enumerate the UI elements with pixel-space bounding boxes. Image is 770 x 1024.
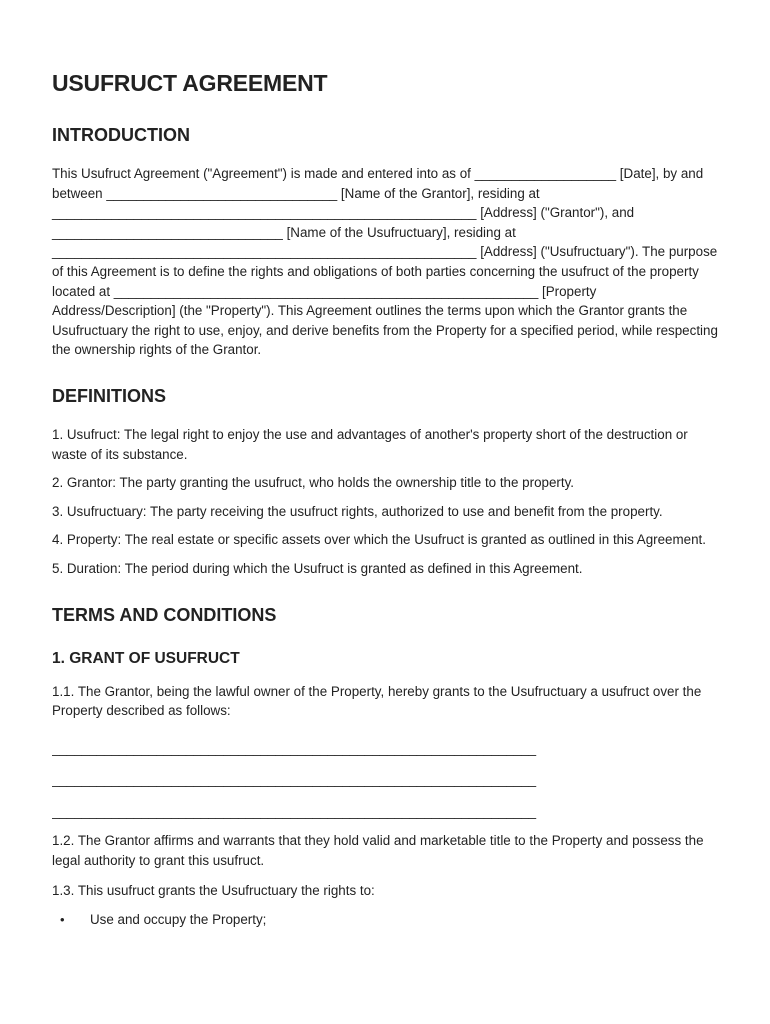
section-heading-terms: TERMS AND CONDITIONS bbox=[52, 604, 277, 625]
rights-list bbox=[52, 910, 718, 930]
clause-1-1: 1.1. The Grantor, being the lawful owner of the Property, hereby grants to the Usufructuary a usufruct over the Property described as follows: bbox=[52, 683, 702, 719]
definitions-list bbox=[52, 425, 718, 579]
right-text: Use and occupy the Property; bbox=[90, 912, 267, 928]
bullet-icon: • bbox=[60, 912, 65, 928]
definition-item: 2. Grantor: The party granting the usufruct, who holds the ownership title to the property. bbox=[52, 475, 575, 491]
definition-item: 5. Duration: The period during which the Usufruct is granted as defined in this Agreement. bbox=[52, 560, 583, 576]
document-title: USUFRUCT AGREEMENT bbox=[52, 70, 328, 96]
clause-1-3: 1.3. This usufruct grants the Usufructuary the rights to: bbox=[52, 882, 375, 898]
definition-item: 4. Property: The real estate or specific assets over which the Usufruct is granted as outlined in this Agreement. bbox=[52, 532, 706, 548]
section-heading-definitions: DEFINITIONS bbox=[52, 385, 167, 406]
property-description-blank: _________________________________________________________________ bbox=[52, 740, 537, 756]
introduction-paragraph: This Usufruct Agreement ("Agreement") is made and entered into as of ___________________ [Date], by and between _______________________________ [Name of the Grantor], residing at _________________________________________________________ [Address] ("Grantor"), and _______________________________ [Name of the Usufructuary], residing at _________________________________________________________ [Address] ("Usufructuary"). The purpose of this Agreement is to define the rights and obligations of both parties concerning the usufruct of the property located at _________________________________________________________ [Property Address/Description] (the "Property"). This Agreement outlines the terms upon which the Grantor grants the Usufructuary the right to use, enjoy, and derive benefits from the Property for a specified period, while respecting the ownership rights of the Grantor. bbox=[52, 166, 718, 358]
clause-1-2: 1.2. The Grantor affirms and warrants that they hold valid and marketable title to the Property and possess the legal authority to grant this usufruct. bbox=[52, 833, 704, 869]
property-description-blank: _________________________________________________________________ bbox=[52, 803, 537, 819]
definition-item: 3. Usufructuary: The party receiving the usufruct rights, authorized to use and benefit from the property. bbox=[52, 503, 663, 519]
property-description-blank: _________________________________________________________________ bbox=[52, 772, 537, 788]
section-heading-introduction: INTRODUCTION bbox=[52, 125, 190, 145]
subsection-heading-grant: 1. GRANT OF USUFRUCT bbox=[52, 649, 240, 667]
list-item bbox=[52, 910, 718, 930]
definition-item: 1. Usufruct: The legal right to enjoy the use and advantages of another's property short of the destruction or waste of its substance. bbox=[52, 426, 688, 462]
